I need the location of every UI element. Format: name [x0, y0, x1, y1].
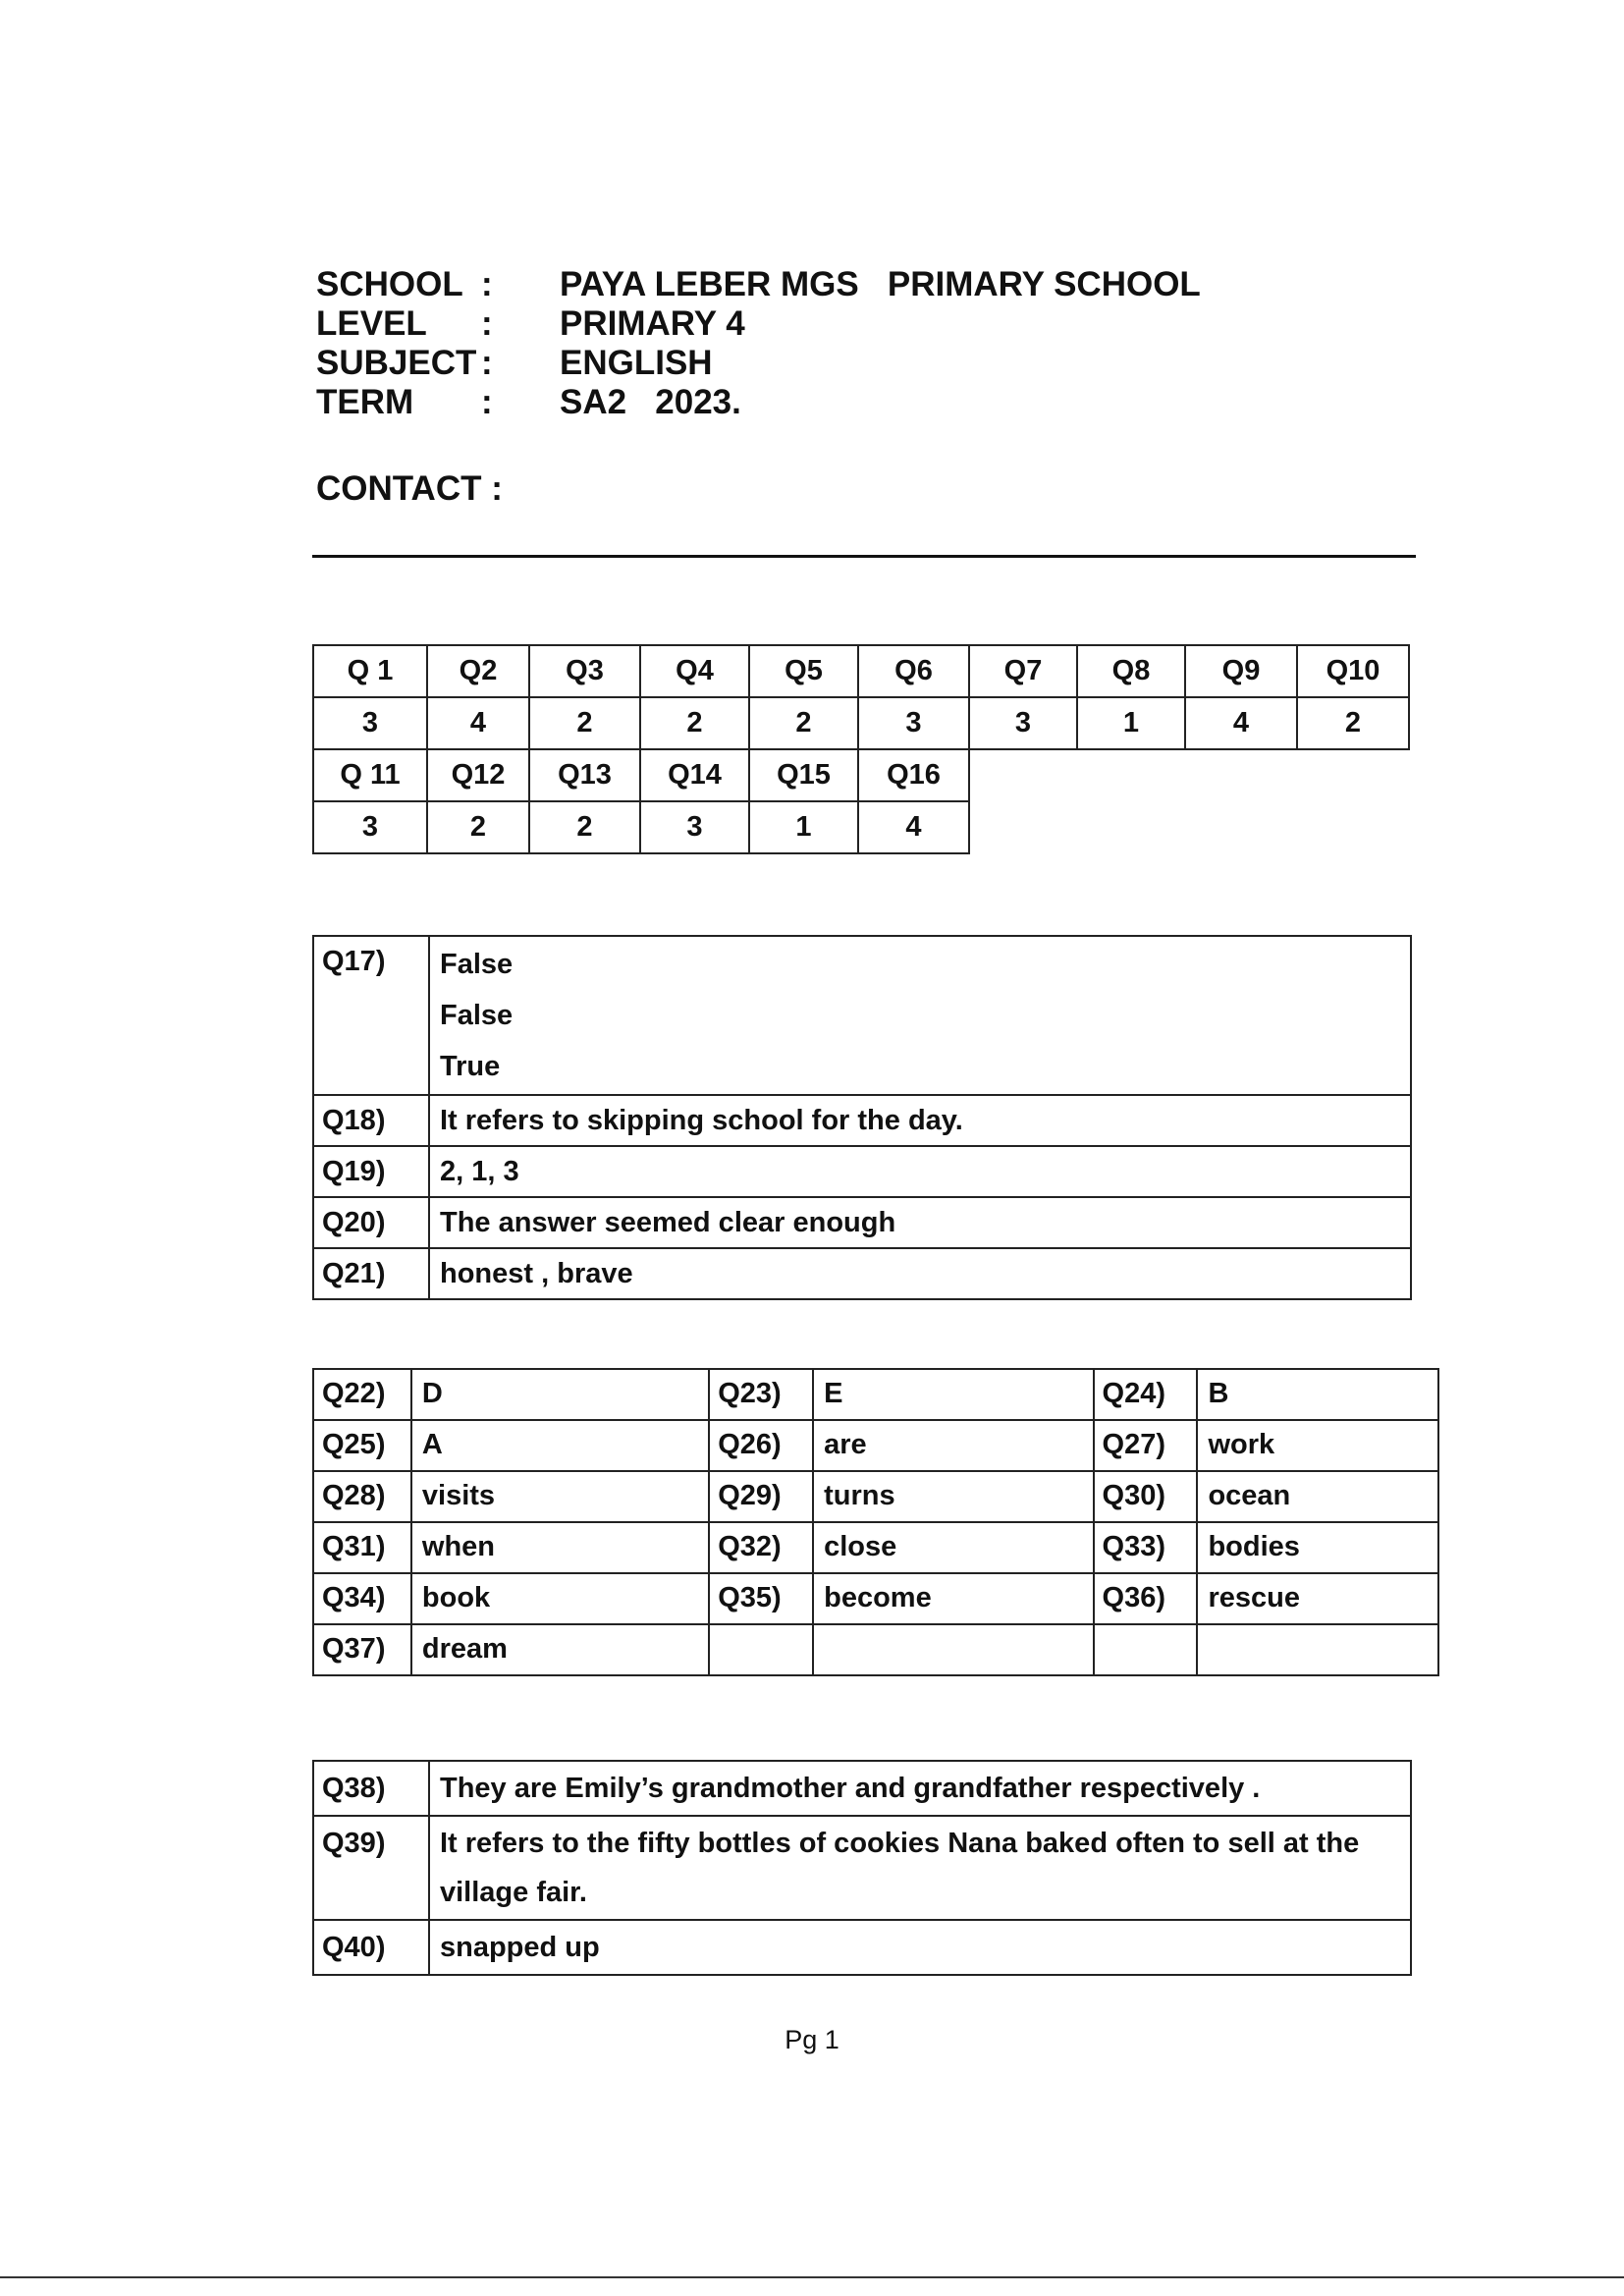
mcq-question-cell: Q15 — [748, 748, 859, 802]
header-row-term — [316, 383, 1201, 422]
mcq-answer-cell: 4 — [1184, 696, 1298, 750]
table-row — [313, 1471, 1438, 1522]
answer-cell: 2, 1, 3 — [429, 1146, 1411, 1197]
open-ended-answer-table — [312, 1760, 1412, 1976]
mcq-question-cell: Q8 — [1076, 644, 1186, 698]
question-number: Q26) — [709, 1420, 813, 1471]
answer-cell: A — [411, 1420, 709, 1471]
mcq-answer-cell: 1 — [748, 800, 859, 854]
header-colon: : — [481, 304, 493, 343]
header-row-subject — [316, 344, 1201, 383]
empty-cell — [813, 1624, 1093, 1675]
answer-line: False — [440, 1000, 514, 1031]
mcq-question-cell: Q 11 — [312, 748, 428, 802]
answer-cell: visits — [411, 1471, 709, 1522]
answer-line: False — [440, 949, 514, 980]
header-value: PRIMARY 4 — [560, 304, 745, 343]
answer-line: It refers to the fifty bottles of cookies Nana baked often to sell at the — [440, 1828, 1360, 1859]
mcq-question-cell: Q12 — [426, 748, 530, 802]
mcq-question-row — [312, 748, 1408, 800]
mcq-answer-cell: 2 — [748, 696, 859, 750]
bottom-divider — [0, 2276, 1624, 2278]
table-row — [313, 1761, 1411, 1816]
mcq-answer-cell: 2 — [528, 696, 641, 750]
table-row — [313, 1522, 1438, 1573]
answer-cell: work — [1197, 1420, 1438, 1471]
empty-cell — [1197, 1624, 1438, 1675]
question-number: Q40) — [313, 1920, 429, 1975]
question-number: Q17) — [313, 936, 429, 1095]
question-number: Q28) — [313, 1471, 411, 1522]
table-row — [313, 1197, 1411, 1248]
answer-cell: ocean — [1197, 1471, 1438, 1522]
table-row — [313, 1920, 1411, 1975]
header-label: LEVEL — [316, 304, 427, 343]
table-row — [313, 1573, 1438, 1624]
header-row-school — [316, 265, 1201, 304]
question-number: Q29) — [709, 1471, 813, 1522]
answer-cell: bodies — [1197, 1522, 1438, 1573]
table-row — [313, 1624, 1438, 1675]
mcq-question-cell: Q10 — [1296, 644, 1410, 698]
answer-cell: are — [813, 1420, 1093, 1471]
table-row — [313, 1816, 1411, 1920]
question-number: Q23) — [709, 1369, 813, 1420]
mcq-question-cell: Q3 — [528, 644, 641, 698]
answer-cell — [429, 1816, 1411, 1920]
answer-cell: honest , brave — [429, 1248, 1411, 1299]
question-number: Q38) — [313, 1761, 429, 1816]
table-row — [313, 936, 1411, 1095]
mcq-question-cell: Q6 — [857, 644, 970, 698]
answer-cell: rescue — [1197, 1573, 1438, 1624]
mcq-question-cell: Q13 — [528, 748, 641, 802]
mcq-answer-row — [312, 696, 1408, 748]
header-value: PAYA LEBER MGS PRIMARY SCHOOL — [560, 265, 1201, 303]
answer-cell: when — [411, 1522, 709, 1573]
table-row — [313, 1248, 1411, 1299]
question-number: Q30) — [1094, 1471, 1198, 1522]
question-number: Q18) — [313, 1095, 429, 1146]
mcq-answer-cell: 2 — [528, 800, 641, 854]
mcq-answer-cell: 1 — [1076, 696, 1186, 750]
answer-cell: snapped up — [429, 1920, 1411, 1975]
question-number: Q39) — [313, 1816, 429, 1920]
mcq-question-cell: Q 1 — [312, 644, 428, 698]
answer-cell: turns — [813, 1471, 1093, 1522]
mcq-question-cell: Q9 — [1184, 644, 1298, 698]
answer-cell: The answer seemed clear enough — [429, 1197, 1411, 1248]
mcq-question-row — [312, 644, 1408, 696]
answer-cell: book — [411, 1573, 709, 1624]
table-row — [313, 1095, 1411, 1146]
mcq-answer-cell: 4 — [426, 696, 530, 750]
question-number: Q31) — [313, 1522, 411, 1573]
answer-cell: close — [813, 1522, 1093, 1573]
header-colon: : — [481, 383, 493, 421]
answer-cell: It refers to skipping school for the day. — [429, 1095, 1411, 1146]
mcq-question-cell: Q7 — [968, 644, 1078, 698]
header-colon: : — [481, 344, 493, 382]
mcq-answer-cell: 4 — [857, 800, 970, 854]
header-label: TERM — [316, 383, 414, 421]
question-number: Q19) — [313, 1146, 429, 1197]
mcq-answer-cell: 3 — [639, 800, 750, 854]
answer-cell: dream — [411, 1624, 709, 1675]
question-number: Q24) — [1094, 1369, 1198, 1420]
mcq-answer-cell: 3 — [312, 800, 428, 854]
question-number: Q20) — [313, 1197, 429, 1248]
table-row — [313, 1369, 1438, 1420]
table-row — [313, 1146, 1411, 1197]
mcq-question-cell: Q5 — [748, 644, 859, 698]
header-colon: : — [481, 265, 493, 303]
mcq-answer-grid — [312, 644, 1408, 852]
answer-cell: become — [813, 1573, 1093, 1624]
question-number: Q32) — [709, 1522, 813, 1573]
header-row-level — [316, 304, 1201, 344]
question-number: Q21) — [313, 1248, 429, 1299]
empty-cell — [1094, 1624, 1198, 1675]
answer-cell: E — [813, 1369, 1093, 1420]
mcq-answer-cell: 2 — [639, 696, 750, 750]
header-label: SUBJECT — [316, 344, 477, 382]
header-value: SA2 2023. — [560, 383, 741, 421]
question-number: Q37) — [313, 1624, 411, 1675]
header-value: ENGLISH — [560, 344, 713, 382]
answer-line: village fair. — [440, 1877, 587, 1908]
answer-cell: They are Emily’s grandmother and grandfather respectively . — [429, 1761, 1411, 1816]
question-number: Q27) — [1094, 1420, 1198, 1471]
mcq-answer-row — [312, 800, 1408, 852]
mcq-answer-cell: 2 — [426, 800, 530, 854]
mcq-answer-cell: 3 — [968, 696, 1078, 750]
cloze-answer-table — [312, 1368, 1439, 1676]
mcq-answer-cell: 3 — [312, 696, 428, 750]
mcq-answer-cell: 2 — [1296, 696, 1410, 750]
question-number: Q25) — [313, 1420, 411, 1471]
header-block — [316, 265, 1201, 422]
mcq-answer-cell: 3 — [857, 696, 970, 750]
header-divider — [312, 555, 1416, 558]
mcq-question-cell: Q14 — [639, 748, 750, 802]
answer-cell: D — [411, 1369, 709, 1420]
page-number: Pg 1 — [785, 2025, 839, 2054]
table-row — [313, 1420, 1438, 1471]
question-number: Q35) — [709, 1573, 813, 1624]
contact-label: CONTACT : — [316, 469, 503, 508]
header-label: SCHOOL — [316, 265, 463, 303]
empty-cell — [709, 1624, 813, 1675]
question-number: Q36) — [1094, 1573, 1198, 1624]
question-number: Q33) — [1094, 1522, 1198, 1573]
answer-line: True — [440, 1051, 501, 1082]
mcq-question-cell: Q16 — [857, 748, 970, 802]
answer-cell: B — [1197, 1369, 1438, 1420]
question-number: Q34) — [313, 1573, 411, 1624]
comprehension-answer-table — [312, 935, 1412, 1300]
mcq-question-cell: Q2 — [426, 644, 530, 698]
mcq-question-cell: Q4 — [639, 644, 750, 698]
question-number: Q22) — [313, 1369, 411, 1420]
answer-cell — [429, 936, 1411, 1095]
